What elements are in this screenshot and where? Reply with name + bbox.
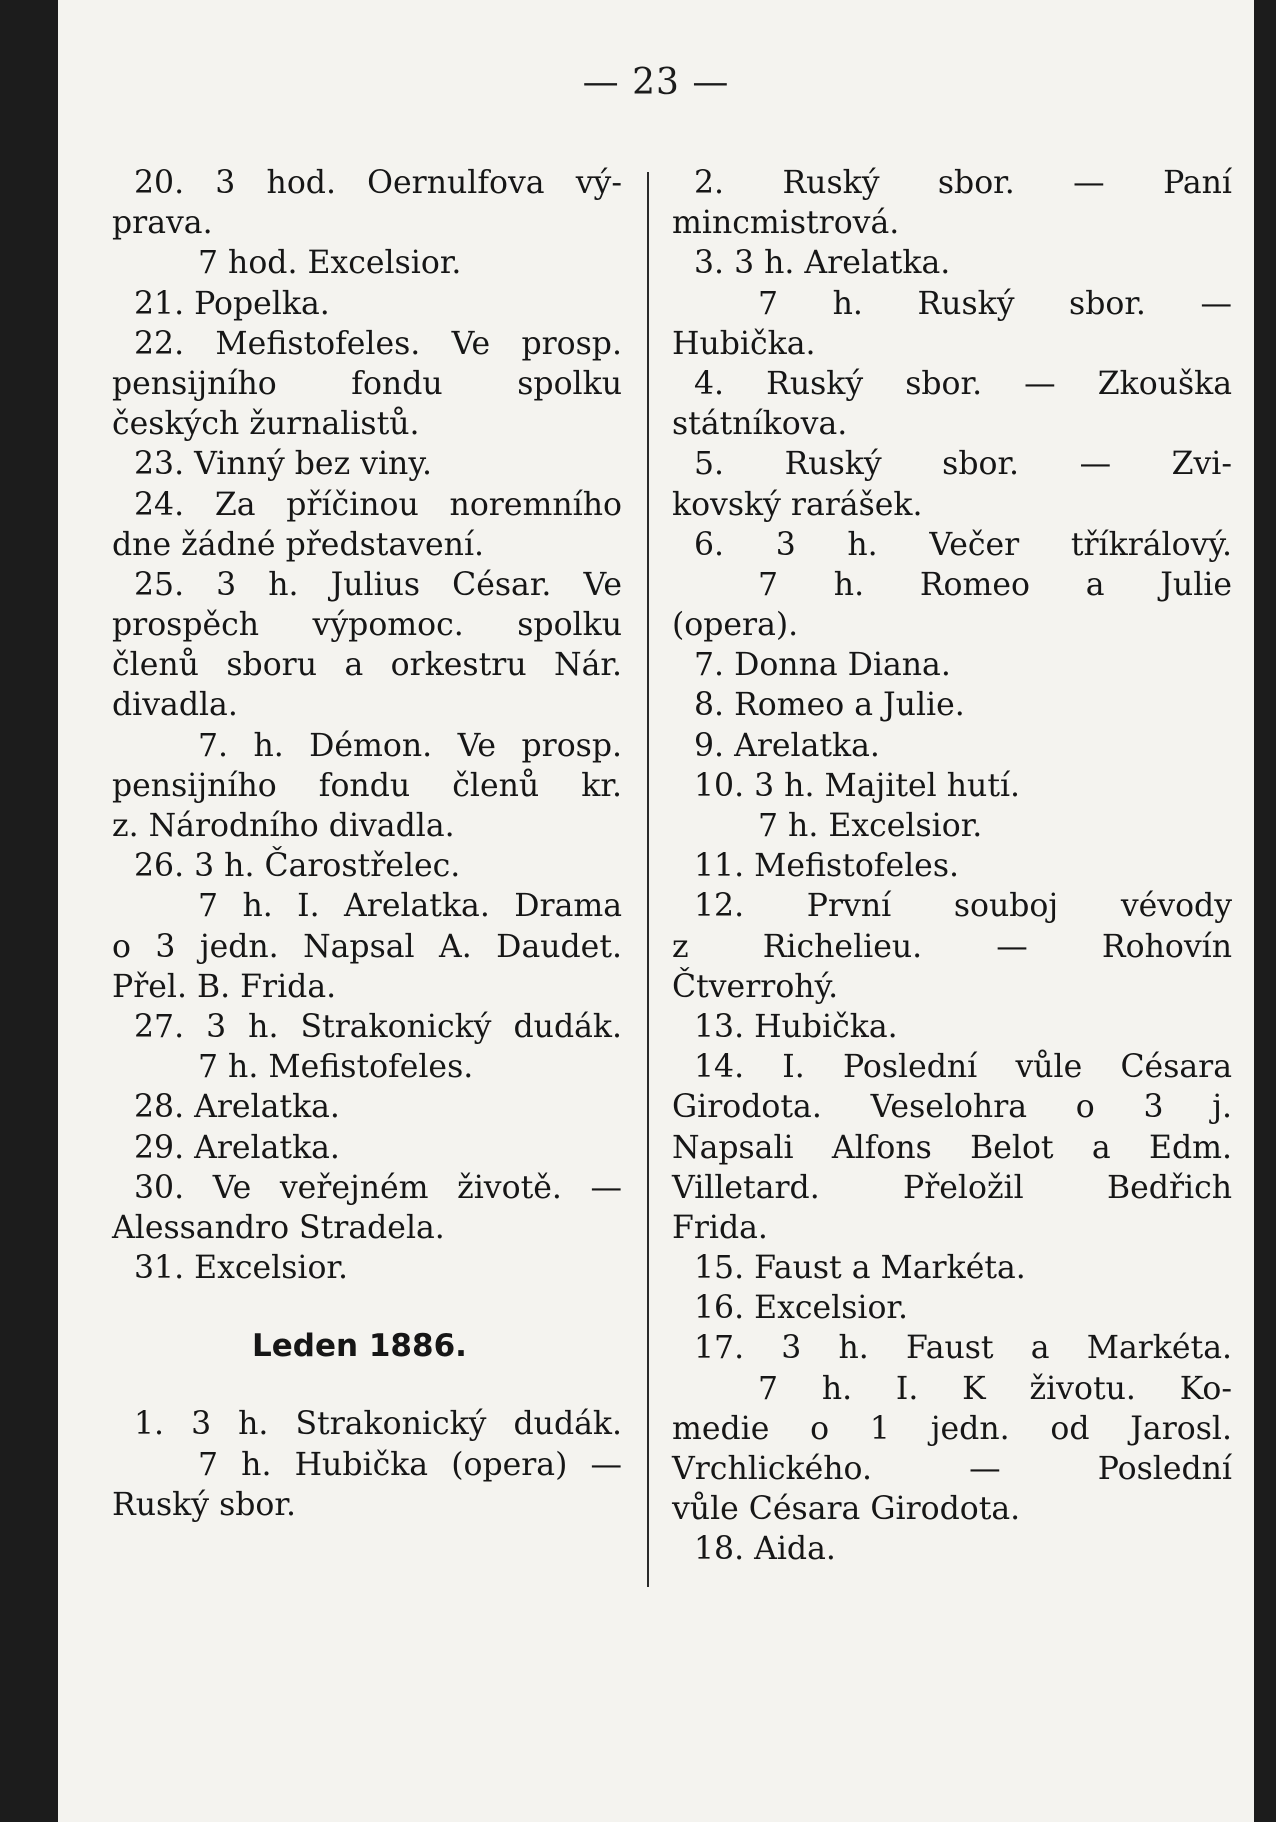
text-line: 7 h. Hubička (opera) — <box>198 1446 622 1483</box>
text-line: divadla. <box>112 687 238 724</box>
text-line: (opera). <box>672 607 799 644</box>
text-line: 12. První souboj vévody <box>694 888 1232 925</box>
text-line: 15. Faust a Markéta. <box>694 1250 1026 1287</box>
text-line: 7 h. Mefistofeles. <box>198 1049 474 1086</box>
book-page <box>58 0 1254 1822</box>
text-line: 7 h. I. Arelatka. Drama <box>198 888 622 925</box>
text-line: 24. Za příčinou noremního <box>134 486 622 523</box>
text-line: Villetard. Přeložil Bedřich <box>672 1169 1232 1206</box>
text-line: Girodota. Veselohra o 3 j. <box>672 1089 1232 1126</box>
text-line: členů sboru a orkestru Nár. <box>112 647 622 684</box>
spacer <box>112 1366 622 1404</box>
spacer <box>112 1288 622 1326</box>
right-column <box>672 163 1232 1570</box>
right-entries <box>672 163 1232 1570</box>
text-line: dne žádné představení. <box>112 526 485 563</box>
text-line: 10. 3 h. Majitel hutí. <box>694 767 1021 804</box>
text-line: 7 h. I. K životu. Ko- <box>758 1370 1232 1407</box>
text-line: pensijního fondu spolku <box>112 365 622 402</box>
left-column <box>112 163 622 1525</box>
text-line: 21. Popelka. <box>134 285 330 322</box>
text-line: 18. Aida. <box>694 1531 836 1568</box>
text-line: Hubička. <box>672 325 816 362</box>
text-line: 2. Ruský sbor. — Paní <box>694 165 1232 201</box>
text-line: vůle Césara Girodota. <box>672 1491 1021 1528</box>
text-line: 22. Mefistofeles. Ve prosp. <box>134 325 622 362</box>
text-line: prava. <box>112 205 213 242</box>
text-line: 11. Mefistofeles. <box>694 848 959 885</box>
text-line: 29. Arelatka. <box>134 1129 340 1166</box>
text-line: 4. Ruský sbor. — Zkouška <box>694 365 1232 402</box>
text-line: pensijního fondu členů kr. <box>112 767 622 804</box>
text-line: 27. 3 h. Strakonický dudák. <box>134 1008 622 1045</box>
text-line: 13. Hubička. <box>694 1008 898 1045</box>
text-line: kovský rarášek. <box>672 486 923 523</box>
text-line: Čtverrohý. <box>672 968 839 1005</box>
text-line: 28. Arelatka. <box>134 1089 340 1126</box>
text-line: 26. 3 h. Čarostřelec. <box>134 848 461 885</box>
text-line: 7. Donna Diana. <box>694 647 951 684</box>
text-line: 7. h. Démon. Ve prosp. <box>198 727 622 764</box>
text-line: 5. Ruský sbor. — Zvi- <box>694 446 1232 483</box>
text-line: 1. 3 h. Strakonický dudák. <box>134 1406 622 1443</box>
text-line: Ruský sbor. <box>112 1486 296 1523</box>
text-line: 23. Vinný bez viny. <box>134 446 432 483</box>
text-line: 14. I. Poslední vůle Césara <box>694 1049 1232 1086</box>
text-line: 9. Arelatka. <box>694 727 880 764</box>
text-line: 7 h. Excelsior. <box>758 808 983 844</box>
text-line: mincmistrová. <box>672 205 900 242</box>
text-line: 25. 3 h. Julius César. Ve <box>134 566 622 603</box>
text-line: Frida. <box>672 1209 768 1246</box>
text-line: Přel. B. Frida. <box>112 968 337 1005</box>
text-line: 7 h. Ruský sbor. — <box>758 285 1232 322</box>
text-line: 7 h. Romeo a Julie <box>758 566 1232 603</box>
text-line: 20. 3 hod. Oernulfova vý- <box>134 165 622 201</box>
text-line: 16. Excelsior. <box>694 1290 909 1327</box>
text-line: 30. Ve veřejném životě. — <box>134 1169 622 1206</box>
month-heading: Leden 1886. <box>252 1328 467 1365</box>
left-entries <box>112 163 622 1288</box>
text-line: z. Národního divadla. <box>112 808 455 844</box>
column-divider <box>647 172 649 1587</box>
left-entries-after-heading <box>112 1404 622 1525</box>
text-line: 8. Romeo a Julie. <box>694 687 965 724</box>
text-line: Vrchlického. — Poslední <box>672 1451 1232 1487</box>
text-line: 3. 3 h. Arelatka. <box>694 245 951 282</box>
text-line: z Richelieu. — Rohovín <box>672 928 1232 965</box>
page-number: — 23 — <box>582 62 730 103</box>
text-line: 17. 3 h. Faust a Markéta. <box>694 1330 1232 1367</box>
text-line: státníkova. <box>672 406 848 443</box>
text-line: českých žurnalistů. <box>112 406 420 443</box>
text-line: 7 hod. Excelsior. <box>198 245 462 282</box>
text-line: Alessandro Stradela. <box>112 1209 445 1246</box>
text-line: medie o 1 jedn. od Jarosl. <box>672 1410 1232 1447</box>
text-line: o 3 jedn. Napsal A. Daudet. <box>112 928 622 965</box>
text-line: 6. 3 h. Večer tříkrálový. <box>694 526 1232 563</box>
text-line: prospěch výpomoc. spolku <box>112 607 622 644</box>
text-line: 31. Excelsior. <box>134 1250 349 1287</box>
text-line: Napsali Alfons Belot a Edm. <box>672 1129 1232 1166</box>
